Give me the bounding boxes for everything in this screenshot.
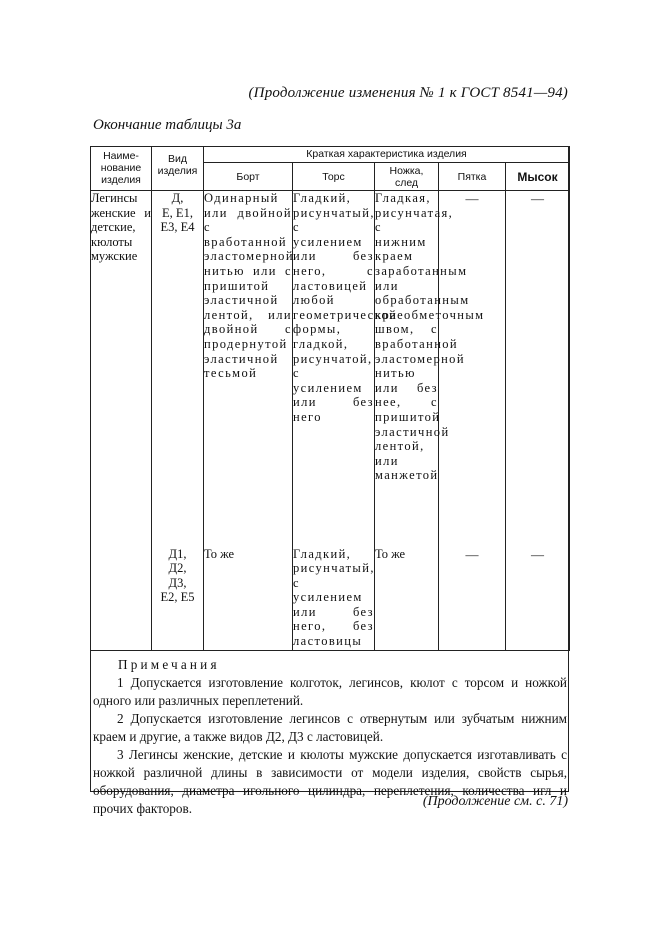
table-row [91,191,570,547]
note-item-1: 1 Допускается изготовление колготок, легинсов, кюлот с торсом и ножкой одного или различных переплетений. [93,675,567,708]
row-2-nozhka: То же [375,547,439,651]
row-1-mysok: — [506,191,570,547]
column-header-tors: Торс [293,163,375,191]
row-1-nozhka: Гладкая, рисунчатая, с нижним краем заработанным или обработанным краеобметочным швом, с вработанной эластомерной нитью или без нее, с пришитой эластичной лентой, или манжетой [375,191,439,547]
row-1-pyatka: — [439,191,506,547]
continuation-header: (Продолжение изменения № 1 к ГОСТ 8541—94) [248,85,568,101]
row-2-kind: Д1, Д2, Д3, Е2, Е5 [152,547,204,651]
column-header-nozhka: Ножка, след [375,163,439,191]
column-header-pyatka: Пятка [439,163,506,191]
row-2-bort: То же [204,547,293,651]
row-2-pyatka: — [439,547,506,651]
column-header-group: Краткая характеристика изделия [204,147,570,163]
row-2-name [91,547,152,651]
notes-title: Примечания [118,657,220,672]
row-1-kind: Д, Е, Е1, Е3, Е4 [152,191,204,547]
row-1-tors: Гладкий, рисунчатый, с усилением или без него, с ластовицей любой геометрической формы, гладкой, рисунчатой, с усилением или без него [293,191,375,547]
row-2-mysok: — [506,547,570,651]
row-1-bort: Одинарный или двойной с вработанной эластомерной нитью или с пришитой эластичной лентой, или двойной с продернутой эластичной тесьмой [204,191,293,547]
column-header-mysok: Мысок [506,163,570,191]
characteristics-table [90,146,570,651]
note-item-3: 3 Легинсы женские, детские и кюлоты мужские допускается изготавливать с ножкой различной длины в зависимости от модели изделия, свойств сырья, оборудования, диаметра игольного цилиндра, переплетения, количества игл и прочих факторов. [93,747,567,816]
continuation-footer: (Продолжение см. с. 71) [422,794,568,809]
row-2-tors: Гладкий, рисунчатый, с усилением или без него, без ластовицы [293,547,375,651]
table-row [91,547,570,651]
column-header-name: Наиме- нование изделия [91,147,152,191]
column-header-kind: Вид изделия [152,147,204,191]
note-item-2: 2 Допускается изготовление легинсов с отвернутым или зубчатым нижним краем и другие, а также видов Д2, Д3 с ластовицей. [93,711,567,744]
table-caption: Окончание таблицы 3а [93,117,242,133]
column-header-bort: Борт [204,163,293,191]
row-1-name: Легинсы женские и детские, кюлоты мужские [91,191,152,547]
